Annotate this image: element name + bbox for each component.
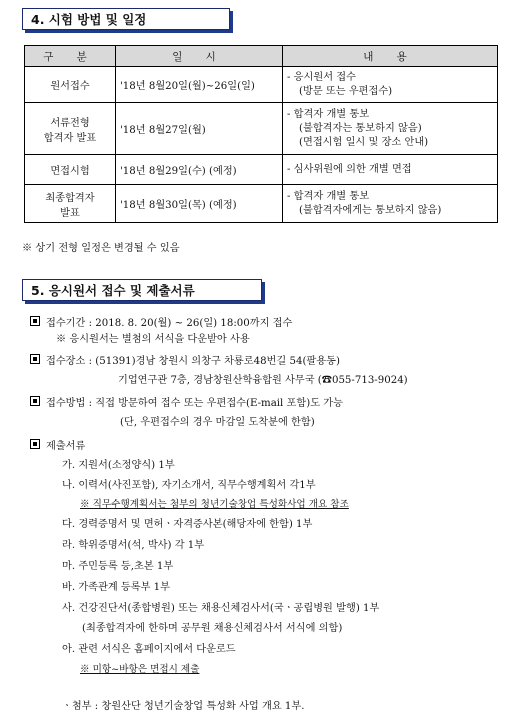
section-5-title: 5. 응시원서 접수 및 제출서류: [22, 279, 262, 301]
doc-item: 라. 학위증명서(석, 박사) 각 1부: [62, 540, 205, 551]
row-date: '18년 8월30일(목) (예정): [116, 185, 283, 223]
row-label: 최종합격자 발표: [25, 185, 116, 223]
row-label: 서류전형 합격자 발표: [25, 103, 116, 155]
table-row: [25, 185, 498, 223]
period-note: ※ 응시원서는 별첨의 서식을 다운받아 사용: [56, 334, 250, 345]
doc-item-sub: (최종합격자에 한하며 공무원 채용신체검사서 서식에 의함): [82, 623, 343, 634]
attachment-line: ㆍ첨부 : 창원산단 청년기술창업 특성화 사업 개요 1부.: [62, 701, 305, 712]
row-content: - 합격자 개별 통보 (불합격자는 통보하지 않음) (면접시험 일시 및 장소 안내): [283, 103, 498, 155]
doc-item: 아. 관련 서식은 홈페이지에서 다운로드: [62, 644, 236, 655]
schedule-note: ※ 상기 전형 일정은 변경될 수 있음: [22, 243, 180, 254]
header-category: 구 분: [25, 46, 116, 67]
method-text: 접수방법 : 직접 방문하여 접수 또는 우편접수(E-mail 포함)도 가능: [46, 398, 343, 409]
docs-title-line: [30, 439, 85, 454]
place-line: [30, 354, 340, 369]
bullet-square-icon: [30, 354, 40, 364]
docs-title: 제출서류: [46, 441, 86, 452]
doc-note: ※ 직무수행계획서는 첨부의 청년기술창업 특성화사업 개요 참조: [80, 499, 349, 510]
row-content: - 심사위원에 의한 개별 면접: [283, 155, 498, 185]
row-content: - 합격자 개별 통보 (불합격자에게는 통보하지 않음): [283, 185, 498, 223]
row-date: '18년 8월27일(월): [116, 103, 283, 155]
row-label: 원서접수: [25, 67, 116, 103]
method-line: [30, 396, 343, 411]
row-date: '18년 8월20일(월)~26일(일): [116, 67, 283, 103]
place-text: 접수장소 : (51391)경남 창원시 의창구 차룡로48번길 54(팔용동): [46, 356, 340, 367]
header-date: 일 시: [116, 46, 283, 67]
row-label: 면접시험: [25, 155, 116, 185]
doc-item: 사. 건강진단서(종합병원) 또는 채용신체검사서(국ㆍ공립병원 발행) 1부: [62, 603, 380, 614]
period-line: [30, 316, 292, 331]
period-text: 접수기간 : 2018. 8. 20(월) ~ 26(일) 18:00까지 접수: [46, 318, 293, 329]
doc-item: 가. 지원서(소정양식) 1부: [62, 460, 175, 471]
doc-note: ※ 미항~바항은 면접시 제출: [80, 664, 200, 675]
bullet-square-icon: [30, 396, 40, 406]
bullet-square-icon: [30, 316, 40, 326]
method-line-2: (단, 우편접수의 경우 마감일 도착분에 한함): [120, 417, 315, 428]
bullet-square-icon: [30, 439, 40, 449]
row-content: - 응시원서 접수 (방문 또는 우편접수): [283, 67, 498, 103]
row-date: '18년 8월29일(수) (예정): [116, 155, 283, 185]
table-row: [25, 67, 498, 103]
section-4-title: 4. 시험 방법 및 일정: [22, 8, 230, 30]
header-content: 내 용: [283, 46, 498, 67]
place-line-2: 기업연구관 7층, 경남창원산학융합원 사무국 (☎055-713-9024): [118, 375, 408, 386]
doc-item: 나. 이력서(사진포함), 자기소개서, 직무수행계획서 각1부: [62, 480, 316, 491]
table-row: [25, 103, 498, 155]
schedule-table: [24, 45, 498, 223]
doc-item: 바. 가족관계 등록부 1부: [62, 582, 171, 593]
doc-item: 마. 주민등록 등,초본 1부: [62, 561, 174, 572]
doc-item: 다. 경력증명서 및 면허ㆍ자격증사본(해당자에 한함) 1부: [62, 519, 313, 530]
table-row: [25, 155, 498, 185]
table-header-row: [25, 46, 498, 67]
